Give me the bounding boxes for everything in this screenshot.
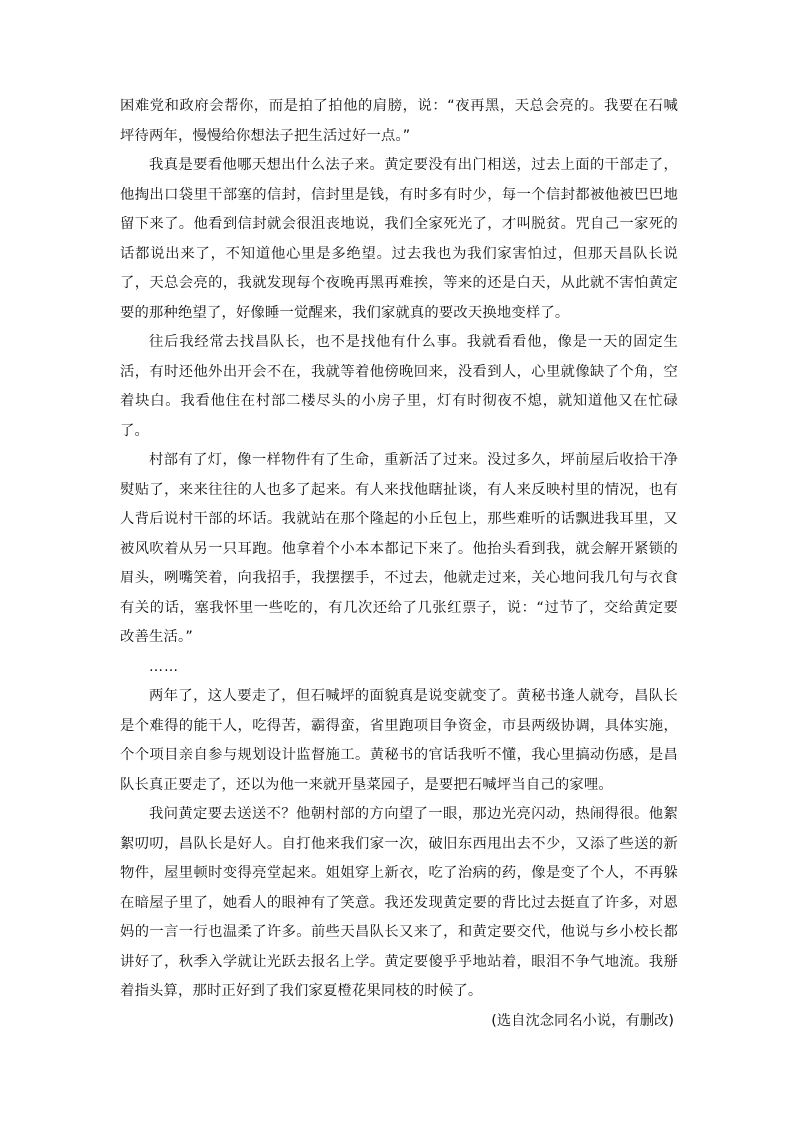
paragraph-6: 我问黄定要去送送不？他朝村部的方向望了一眼，那边光亮闪动，热闹得很。他絮絮叨叨，昌队长是好人。自打他来我们家一次，破旧东西甩出去不少，又添了些送的新物件，屋里顿时变得亮堂起来。姐姐穿上新衣，吃了治病的药，像是变了个人，不再躲在暗屋子里了，她看人的眼神有了笑意。我还发现黄定要的背比过去挺直了许多，对恩妈的一言一行也温柔了许多。前些天昌队长又来了，和黄定要交代，他说与乡小校长都讲好了，秋季入学就让光跃去报名上学。黄定要傻乎乎地站着，眼泪不争气地流。我掰着指头算，那时正好到了我们家夏橙花果同枝的时候了。 xyxy=(120,806,678,999)
paragraph-1: 困难党和政府会帮你，而是拍了拍他的肩膀，说：“夜再黑，天总会亮的。我要在石喊坪待两年，慢慢给你想法子把生活过好一点。” xyxy=(120,98,678,144)
paragraph-5: 两年了，这人要走了，但石喊坪的面貌真是说变就变了。黄秘书逢人就夸，昌队长是个难得的能干人，吃得苦，霸得蛮，省里跑项目争资金，市县两级协调，具体实施，个个项目亲自参与规划设计监督施工。黄秘书的官话我听不懂，我心里搞动伤感，是昌队长真正要走了，还以为他一来就开垦菜园子，是要把石喊坪当自己的家哩。 xyxy=(120,688,678,793)
source-note: (选自沈念同名小说，有删改) xyxy=(491,1012,674,1029)
document-page xyxy=(120,92,678,1036)
ellipsis: …… xyxy=(149,658,179,675)
paragraph-3: 往后我经常去找昌队长，也不是找他有什么事。我就看看他，像是一天的固定生活，有时还他外出开会不在，我就等着他傍晚回来，没看到人，心里就像缺了个角，空着块白。我看他住在村部二楼尽头的小房子里，灯有时彻夜不熄，就知道他又在忙碌了。 xyxy=(120,334,678,439)
paragraph-2: 我真是要看他哪天想出什么法子来。黄定要没有出门相送，过去上面的干部走了，他掏出口袋里干部塞的信封，信封里是钱，有时多有时少，每一个信封都被他被巴巴地留下来了。他看到信封就会很沮丧地说，我们全家死光了，才叫脱贫。咒自己一家死的话都说出来了，不知道他心里是多绝望。过去我也为我们家害怕过，但那天昌队长说了，天总会亮的，我就发现每个夜晚再黑再难挨，等来的还是白天，从此就不害怕黄定要的那种绝望了，好像睡一觉醒来，我们家就真的要改天换地变样了。 xyxy=(120,157,678,321)
paragraph-4: 村部有了灯，像一样物件有了生命，重新活了过来。没过多久，坪前屋后收拾干净熨贴了，来来往往的人也多了起来。有人来找他瞎扯谈，有人来反映村里的情况，也有人背后说村干部的坏话。我就站在那个隆起的小丘包上，那些难听的话飘进我耳里，又被风吹着从另一只耳跑。他拿着个小本本都记下来了。他抬头看到我，就会解开紧锁的眉头，咧嘴笑着，向我招手，我摆摆手，不过去，他就走过来，关心地问我几句与衣食有关的话，塞我怀里一些吃的，有几次还给了几张红票子，说：“过节了，交给黄定要改善生活。” xyxy=(120,452,678,645)
